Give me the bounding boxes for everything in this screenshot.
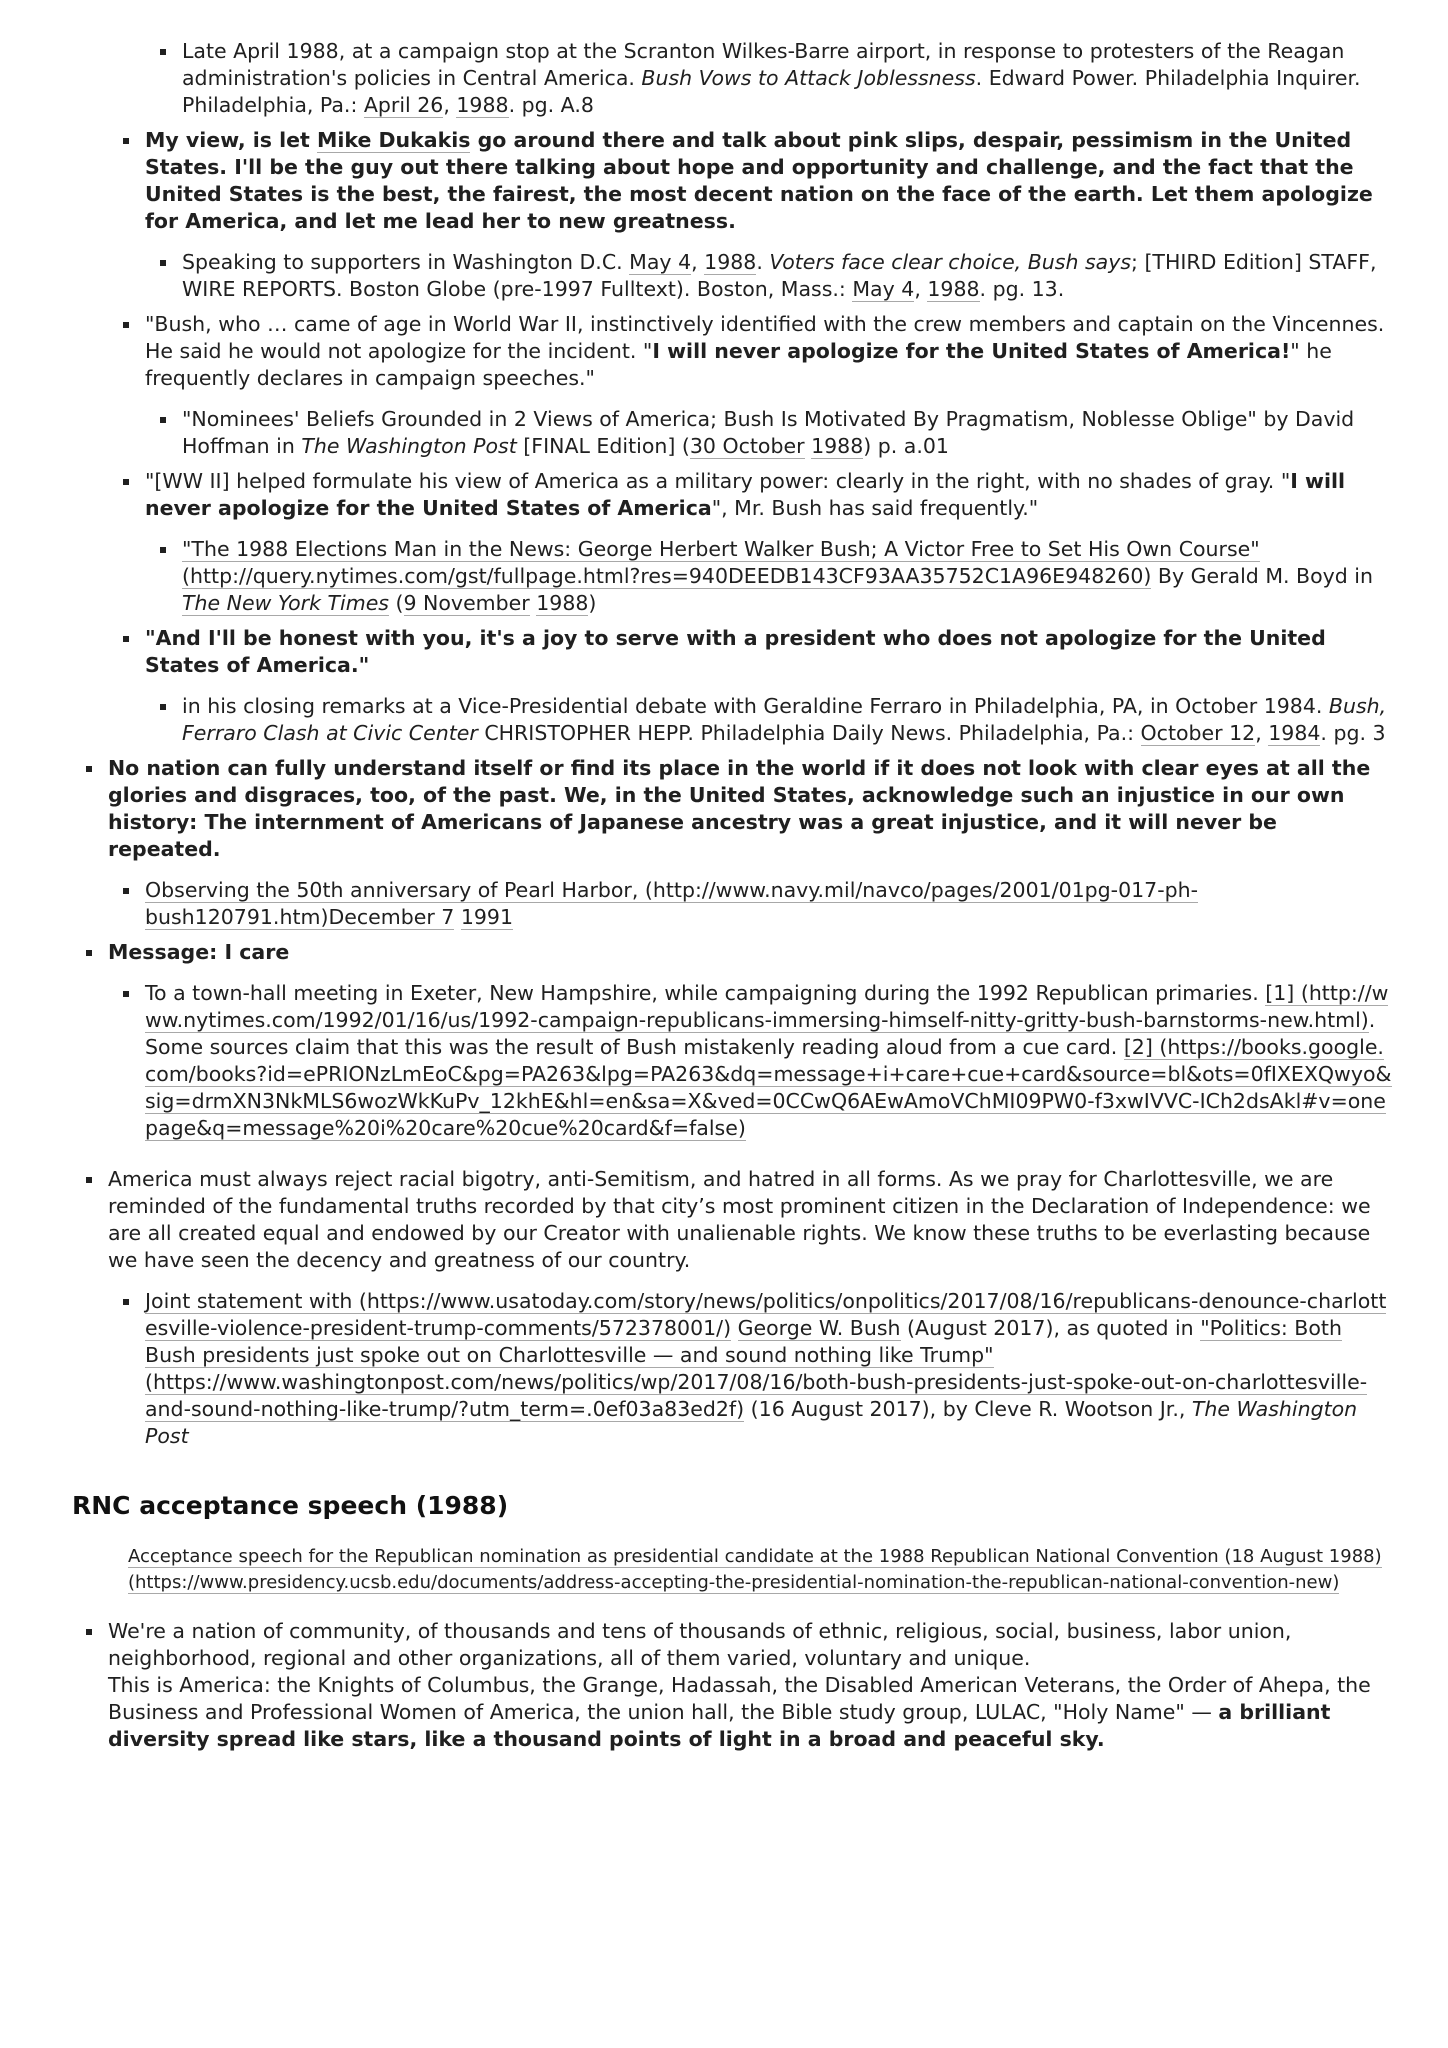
publication-title: The Washington Post (145, 1397, 1358, 1448)
date-link[interactable]: May 4 (852, 277, 915, 301)
bullet-icon (123, 1299, 129, 1305)
article-title: Bush Vows to Attack Joblessness (641, 66, 976, 90)
date-link[interactable]: 9 November (403, 591, 530, 615)
date-link[interactable]: October 12 (1140, 721, 1256, 745)
source-item-pearl-harbor (145, 877, 1393, 931)
source-item-nyt-1988: "The 1988 Elections Man in the News: George Herbert Walker Bush; A Victor Free to Set His Own Course" (http://query.nytimes.com/gst/fullpage.html?res=940DEEDB143CF93AA35752C1A96E948260) By Gerald M. Boyd in The New York Times (9 November 1988) (182, 536, 1392, 617)
section-heading-rnc-acceptance-speech: RNC acceptance speech (1988) (72, 1491, 509, 1520)
date-link[interactable]: 30 October (689, 434, 805, 458)
year-link[interactable]: 1988 (536, 591, 589, 615)
bullet-icon (160, 704, 166, 710)
source-item-late-april: Late April 1988, at a campaign stop at the Scranton Wilkes-Barre airport, in response to protesters of the Reagan administration's policies in Central America. Bush Vows to Attack Joblessness. Edward Power. Philadelphia Inquirer. Philadelphia, Pa.: April 26, 1988. pg. A.8 (182, 38, 1392, 119)
quote-item-thousand-points-of-light: We're a nation of community, of thousands and tens of thousands of ethnic, religious, social, business, labor union, neighborhood, regional and other organizations, all of them varied, voluntary and unique. This is America: the Knights of Columbus, the Grange, Hadassah, the Disabled American Veterans, the Order of Ahepa, the Business and Professional Women of America, the union hall, the Bible study group, LULAC, "Holy Name" — a brilliant diversity spread like stars, like a thousand points of light in a broad and peaceful sky. (108, 1618, 1390, 1753)
mike-dukakis-link[interactable]: Mike Dukakis (316, 128, 471, 152)
google-books-reference-link[interactable]: [2] (https://books.google.com/books?id=ePRIONzLmEoC&pg=PA263&lpg=PA263&dq=message+i+care+cue+card&source=bl&ots=0fIXEXQwyo&sig=drmXN3NkMLS6wozWkKuPv_12khE&hl=en&sa=X&ved=0CCwQ6AEwAmoVChMI09PW0-f3xwIVVC-ICh2dsAkl#v=onepage&q=message%20i%20care%20cue%20card&f=false) (145, 1035, 1392, 1140)
publication-title: The Washington Post (301, 434, 517, 458)
year-link[interactable]: 1988 (927, 277, 980, 301)
source-item-nominees: "Nominees' Beliefs Grounded in 2 Views of America; Bush Is Motivated By Pragmatism, Noblesse Oblige" by David Hoffman in The Washington Post [FINAL Edition] (30 October 1988) p. a.01 (182, 406, 1392, 460)
year-link[interactable]: 1991 (460, 905, 514, 929)
nytimes-reference-link[interactable]: [1] (http://www.nytimes.com/1992/01/16/us/1992-campaign-republicans-immersing-himself-nitty-gritty-bush-barnstorms-new.html) (145, 981, 1389, 1032)
quote-item-ww2: "[WW II] helped formulate his view of America as a military power: clearly in the right, with no shades of gray. "I will never apologize for the United States of America", Mr. Bush has said frequently." (145, 468, 1393, 522)
year-link[interactable]: 1988 (704, 250, 757, 274)
source-item-speaking: Speaking to supporters in Washington D.C. May 4, 1988. Voters face clear choice, Bush says; [THIRD Edition] STAFF, WIRE REPORTS. Boston Globe (pre-1997 Fulltext). Boston, Mass.: May 4, 1988. pg. 13. (182, 249, 1392, 303)
bullet-icon (123, 636, 129, 642)
bullet-icon (86, 766, 92, 772)
section-citation (128, 1544, 1390, 1596)
quote-list (0, 38, 1448, 1450)
article-title: Bush, Ferraro Clash at Civic Center (182, 694, 1387, 745)
pearl-harbor-link[interactable]: Observing the 50th anniversary of Pearl Harbor, (http://www.navy.mil/navco/pages/2001/01pg-017-ph-bush120791.htm)December 7 (145, 878, 1199, 929)
quote-item-no-nation: No nation can fully understand itself or find its place in the world if it does not look with clear eyes at all the glories and disgraces, too, of the past. We, in the United States, acknowledge such an injustice in our own history: The internment of Americans of Japanese ancestry was a great injustice, and it will never be repeated. (108, 755, 1390, 863)
quote-item-message-i-care: Message: I care (108, 939, 1390, 966)
bullet-icon (123, 322, 129, 328)
george-w-bush-link[interactable]: George W. Bush (737, 1316, 901, 1340)
date-link[interactable]: May 4 (629, 250, 692, 274)
quote-page (0, 38, 1448, 1753)
bullet-icon (123, 888, 129, 894)
acceptance-speech-link[interactable]: Acceptance speech for the Republican nomination as presidential candidate at the 1988 Republican National Convention (18 August 1988) (https://www.presidency.ucsb.edu/documents/address-accepting-the-presidential-nomination-the-republican-national-convention-new) (128, 1546, 1382, 1593)
bullet-icon (123, 138, 129, 144)
bullet-icon (123, 991, 129, 997)
source-item-town-hall: To a town-hall meeting in Exeter, New Hampshire, while campaigning during the 1992 Republican primaries. [1] (http://www.nytimes.com/1992/01/16/us/1992-campaign-republicans-immersing-himself-nitty-gritty-bush-barnstorms-new.html). Some sources claim that this was the result of Bush mistakenly reading aloud from a cue card. [2] (https://books.google.com/books?id=ePRIONzLmEoC&pg=PA263&lpg=PA263&dq=message+i+care+cue+card&source=bl&ots=0fIXEXQwyo&sig=drmXN3NkMLS6wozWkKuPv_12khE&hl=en&sa=X&ved=0CCwQ6AEwAmoVChMI09PW0-f3xwIVVC-ICh2dsAkl#v=onepage&q=message%20i%20care%20cue%20card&f=false) (145, 980, 1393, 1142)
article-title: Voters face clear choice, Bush says (769, 250, 1132, 274)
washington-post-article-link[interactable]: "Politics: Both Bush presidents just spoke out on Charlottesville — and sound nothing like Trump" (https://www.washingtonpost.com/news/politics/wp/2017/08/16/both-bush-presidents-just-spoke-out-on-charlottesville-and-sound-nothing-like-trump/?utm_term=.0ef03a83ed2f) (145, 1316, 1368, 1421)
year-link[interactable]: 1988 (456, 93, 509, 117)
bullet-icon (160, 49, 166, 55)
bullet-icon (160, 547, 166, 553)
quote-item-my-view: My view, is let Mike Dukakis go around there and talk about pink slips, despair, pessimism in the United States. I'll be the guy out there talking about hope and opportunity and challenge, and the fact that the United States is the best, the fairest, the most decent nation on the face of the earth. Let them apologize for America, and let me lead her to new greatness. (145, 127, 1393, 235)
year-link[interactable]: 1988 (811, 434, 864, 458)
rnc-quote-list (0, 1618, 1448, 1753)
bullet-icon (160, 260, 166, 266)
source-item-closing: in his closing remarks at a Vice-Presidential debate with Geraldine Ferraro in Philadelphia, PA, in October 1984. Bush, Ferraro Clash at Civic Center CHRISTOPHER HEPP. Philadelphia Daily News. Philadelphia, Pa.: October 12, 1984. pg. 3 (182, 693, 1392, 747)
quote-item-charlottesville: America must always reject racial bigotry, anti-Semitism, and hatred in all forms. As we pray for Charlottesville, we are reminded of the fundamental truths recorded by that city’s most prominent citizen in the Declaration of Independence: we are all created equal and endowed by our Creator with unalienable rights. We know these truths to be everlasting because we have seen the decency and greatness of our country. (108, 1166, 1390, 1274)
quote-item-honest: "And I'll be honest with you, it's a joy to serve with a president who does not apologize for the United States of America." (145, 625, 1393, 679)
bullet-icon (86, 1177, 92, 1183)
bullet-icon (86, 1629, 92, 1635)
bullet-icon (160, 417, 166, 423)
nyt-article-link[interactable]: "The 1988 Elections Man in the News: George Herbert Walker Bush; A Victor Free to Set His Own Course" (http://query.nytimes.com/gst/fullpage.html?res=940DEEDB143CF93AA35752C1A96E948260) (182, 537, 1260, 588)
date-link[interactable]: April 26 (363, 93, 444, 117)
quote-item-vincennes: "Bush, who … came of age in World War II, instinctively identified with the crew members and captain on the Vincennes. He said he would not apologize for the incident. "I will never apologize for the United States of America!" he frequently declares in campaign speeches." (145, 311, 1393, 392)
year-link[interactable]: 1984 (1268, 721, 1321, 745)
source-item-joint-statement: Joint statement with (https://www.usatoday.com/story/news/politics/onpolitics/2017/08/16/republicans-denounce-charlottesville-violence-president-trump-comments/572378001/) George W. Bush (August 2017), as quoted in "Politics: Both Bush presidents just spoke out on Charlottesville — and sound nothing like Trump" (https://www.washingtonpost.com/news/politics/wp/2017/08/16/both-bush-presidents-just-spoke-out-on-charlottesville-and-sound-nothing-like-trump/?utm_term=.0ef03a83ed2f) (16 August 2017), by Cleve R. Wootson Jr., The Washington Post (145, 1288, 1393, 1450)
bullet-icon (123, 479, 129, 485)
usatoday-link[interactable]: Joint statement with (https://www.usatoday.com/story/news/politics/onpolitics/2017/08/16/republicans-denounce-charlottesville-violence-president-trump-comments/572378001/) (145, 1289, 1387, 1340)
nyt-link[interactable]: The New York Times (182, 591, 389, 615)
bullet-icon (86, 950, 92, 956)
